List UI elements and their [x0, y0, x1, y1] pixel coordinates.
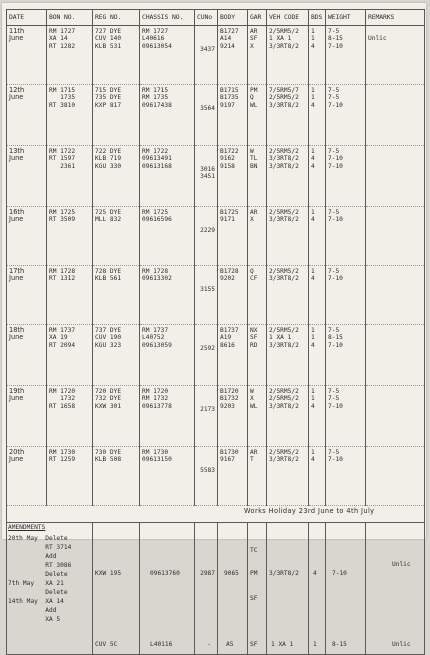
weight-cell: 7-5 7-10 7-10 — [326, 146, 366, 207]
table-row — [7, 207, 425, 266]
gar-cell: W X WL — [248, 386, 267, 447]
remarks-cell: Unlic — [366, 26, 425, 85]
gar-cell: W TL BN — [248, 146, 267, 207]
body-cell: B1737 A19 8616 — [218, 325, 248, 386]
col-bon-no: BON NO. — [47, 10, 93, 26]
remarks-cell — [366, 146, 425, 207]
body-cell: B1728 9202 — [218, 266, 248, 325]
col-bds: BDS — [309, 10, 326, 26]
table-row — [7, 85, 425, 146]
bds-cell: 1 4 — [309, 207, 326, 266]
bon-cell: RM 1715 1735 RT 3810 — [47, 85, 93, 146]
col-reg-no: REG NO. — [93, 10, 140, 26]
date-cell: 20th June — [7, 447, 47, 506]
date-cell: 11th June — [7, 26, 47, 85]
reg-cell: 730 DYE KLB 508 — [93, 447, 140, 506]
table-row — [7, 26, 425, 85]
remarks-cell — [366, 85, 425, 146]
bds-cell: 1 4 — [309, 447, 326, 506]
veh-code-cell: 7/5RM5/7 2/5RM5/2 3/3RT8/2 — [267, 85, 309, 146]
cuno-cell: 2173 — [195, 386, 218, 447]
header-row — [7, 10, 425, 26]
body-cell: B1725 9171 — [218, 207, 248, 266]
remarks-cell — [366, 207, 425, 266]
veh-code-cell: 2/5RM5/2 3/3RT8/2 — [267, 447, 309, 506]
bon-cell: RM 1728 RT 1312 — [47, 266, 93, 325]
bds-cell: 1 4 4 — [309, 146, 326, 207]
date-cell: 12th June — [7, 85, 47, 146]
gar-cell: Q CF — [248, 266, 267, 325]
amendments-heading: AMENDMENTS — [8, 524, 46, 531]
gar-cell: AR T — [248, 447, 267, 506]
weight-cell: 7-5 7-10 — [326, 447, 366, 506]
weight-cell: 7-5 7-10 — [326, 266, 366, 325]
bon-cell: RM 1722 RT 1597 2361 — [47, 146, 93, 207]
amend-reg-cell: KXW 195 CUV 5C — [93, 523, 140, 655]
bds-cell: 1 1 4 — [309, 325, 326, 386]
amend-gar-cell: TC PM SF SF — [248, 523, 267, 655]
date-cell: 18th June — [7, 325, 47, 386]
amend-chassis-cell: 09613760 L40116 — [140, 523, 195, 655]
bon-cell: RM 1737 XA 19 RT 2094 — [47, 325, 93, 386]
amend-veh-code-cell: 3/3RT8/2 1 XA 1 — [267, 523, 309, 655]
chassis-cell: RM 1720 RM 1732 09613778 — [140, 386, 195, 447]
col-chassis-no: CHASSIS NO. — [140, 10, 195, 26]
cuno-cell: 2229 — [195, 207, 218, 266]
dispatch-ledger-table — [6, 9, 425, 655]
weight-cell: 7-5 7-10 — [326, 207, 366, 266]
holiday-row — [7, 506, 425, 523]
amend-cuno-cell: 2987 - — [195, 523, 218, 655]
cuno-cell: 3155 — [195, 266, 218, 325]
bon-cell: RM 1727 XA 14 RT 1282 — [47, 26, 93, 85]
veh-code-cell: 2/5RM5/2 2/5RM5/2 3/3RT8/2 — [267, 386, 309, 447]
chassis-cell: RM 1727 L40616 09613054 — [140, 26, 195, 85]
col-veh-code: VEH CODE — [267, 10, 309, 26]
chassis-cell: RM 1715 RM 1735 09617438 — [140, 85, 195, 146]
ledger-sheet — [2, 3, 426, 648]
weight-cell: 7-5 8-15 7-10 — [326, 325, 366, 386]
cuno-cell: 3564 — [195, 85, 218, 146]
body-cell: B1727 A14 9214 — [218, 26, 248, 85]
bon-cell: RM 1730 RT 1259 — [47, 447, 93, 506]
table-row — [7, 447, 425, 506]
amendments-notes: AMENDMENTS 20th May Delete RT 3714 Add RT 3086 Delete 7th May XA 21 Delete 14th May XA 14 Add XA 5 — [7, 523, 93, 655]
amend-body-cell: 9065 A5 — [218, 523, 248, 655]
col-cuno: CUNo — [195, 10, 218, 26]
table-row — [7, 266, 425, 325]
gar-cell: AR SF X — [248, 26, 267, 85]
remarks-cell — [366, 447, 425, 506]
date-cell: 16th June — [7, 207, 47, 266]
amend-weight-cell: 7-10 8-15 — [326, 523, 366, 655]
cuno-cell: 5583 — [195, 447, 218, 506]
chassis-cell: RM 1730 09613150 — [140, 447, 195, 506]
table-row — [7, 146, 425, 207]
remarks-cell — [366, 325, 425, 386]
date-cell: 17th June — [7, 266, 47, 325]
cuno-cell: 3437 — [195, 26, 218, 85]
gar-cell: NX SF RD — [248, 325, 267, 386]
amend-remarks-cell: Unlic Unlic — [366, 523, 425, 655]
reg-cell: 725 DYE MLL 832 — [93, 207, 140, 266]
reg-cell: 728 DYE KLB 561 — [93, 266, 140, 325]
weight-cell: 7-5 7-5 7-10 — [326, 85, 366, 146]
chassis-cell: RM 1725 09616596 — [140, 207, 195, 266]
veh-code-cell: 2/5RM5/2 1 XA 1 3/3RT8/2 — [267, 325, 309, 386]
chassis-cell: RM 1728 09613302 — [140, 266, 195, 325]
bon-cell: RM 1725 RT 3509 — [47, 207, 93, 266]
bds-cell: 1 1 4 — [309, 26, 326, 85]
remarks-cell — [366, 386, 425, 447]
weight-cell: 7-5 7-5 7-10 — [326, 386, 366, 447]
bds-cell: 1 1 4 — [309, 85, 326, 146]
veh-code-cell: 2/5RM5/2 1 XA 1 3/3RT8/2 — [267, 26, 309, 85]
amend-bds-cell: 4 1 — [309, 523, 326, 655]
amendments-row — [7, 523, 425, 655]
cuno-cell: 2592 — [195, 325, 218, 386]
col-weight: WEIGHT — [326, 10, 366, 26]
col-body: BODY — [218, 10, 248, 26]
chassis-cell: RM 1722 09613491 09613168 — [140, 146, 195, 207]
chassis-cell: RM 1737 L40752 09613059 — [140, 325, 195, 386]
bds-cell: 1 1 4 — [309, 386, 326, 447]
col-gar: GAR — [248, 10, 267, 26]
body-cell: B1720 B1732 9203 — [218, 386, 248, 447]
reg-cell: 737 DYE CUV 190 KGU 323 — [93, 325, 140, 386]
veh-code-cell: 2/5RM5/2 3/3RT8/2 3/3RT8/2 — [267, 146, 309, 207]
date-cell: 19th June — [7, 386, 47, 447]
remarks-cell — [366, 266, 425, 325]
body-cell: B1715 B1735 9197 — [218, 85, 248, 146]
body-cell: B1722 9162 9158 — [218, 146, 248, 207]
works-holiday-note: Works Holiday 23rd June to 4th July — [195, 506, 425, 523]
col-date: DATE — [7, 10, 47, 26]
reg-cell: 722 DYE KLB 719 KGU 330 — [93, 146, 140, 207]
gar-cell: AR X — [248, 207, 267, 266]
table-row — [7, 325, 425, 386]
body-cell: B1730 9167 — [218, 447, 248, 506]
bds-cell: 1 4 — [309, 266, 326, 325]
veh-code-cell: 2/5RM5/2 3/3RT8/2 — [267, 207, 309, 266]
weight-cell: 7-5 8-15 7-10 — [326, 26, 366, 85]
reg-cell: 727 DYE CUV 140 KLB 531 — [93, 26, 140, 85]
reg-cell: 715 DYE 735 DYE KXP 817 — [93, 85, 140, 146]
bon-cell: RM 1720 1732 RT 1658 — [47, 386, 93, 447]
col-remarks: REMARKS — [366, 10, 425, 26]
gar-cell: PM Q WL — [248, 85, 267, 146]
veh-code-cell: 2/5RM5/2 3/3RT8/2 — [267, 266, 309, 325]
cuno-cell: 3016 3451 — [195, 146, 218, 207]
date-cell: 13th June — [7, 146, 47, 207]
table-row — [7, 386, 425, 447]
reg-cell: 720 DYE 732 DYE KXW 301 — [93, 386, 140, 447]
